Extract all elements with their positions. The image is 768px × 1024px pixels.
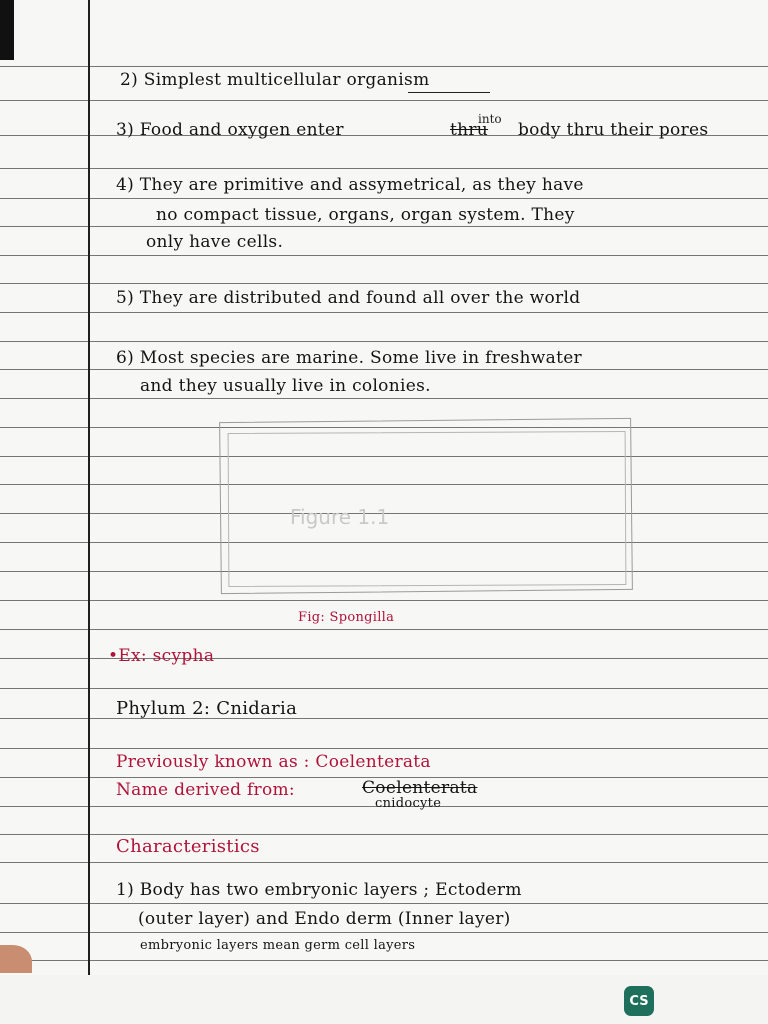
ruled-line: [0, 66, 768, 67]
figure-frame-inner: [228, 431, 627, 587]
characteristic-1-line-1: 1) Body has two embryonic layers ; Ectoderm: [116, 880, 522, 900]
point-3-part-2: body thru their pores: [518, 120, 709, 140]
ruled-line: [0, 862, 768, 863]
ruled-line: [0, 168, 768, 169]
ruled-line: [0, 312, 768, 313]
ruled-line: [0, 226, 768, 227]
ruled-line: [0, 369, 768, 370]
camscanner-logo: CS: [624, 986, 654, 1016]
insert-word: into: [478, 112, 502, 126]
ruled-line: [0, 398, 768, 399]
point-5: 5) They are distributed and found all over the world: [116, 288, 581, 308]
figure-placeholder: Figure 1.1: [290, 505, 390, 529]
ruled-line: [0, 198, 768, 199]
characteristic-1-line-3: embryonic layers mean germ cell layers: [140, 938, 416, 953]
ruled-line: [0, 688, 768, 689]
ruled-line: [0, 100, 768, 101]
point-4-line-3: only have cells.: [146, 232, 284, 252]
ruled-line: [0, 341, 768, 342]
name-derived-note: cnidocyte: [375, 796, 442, 811]
point-6-line-1: 6) Most species are marine. Some live in freshwater: [116, 348, 582, 368]
point-6-line-2: and they usually live in colonies.: [140, 376, 431, 396]
ruled-line: [0, 748, 768, 749]
finger-edge: [0, 945, 32, 973]
ruled-line: [0, 960, 768, 961]
point-3-part-1: 3) Food and oxygen enter: [116, 120, 344, 140]
ruled-line: [0, 834, 768, 835]
ruled-line: [0, 600, 768, 601]
point-4-line-1: 4) They are primitive and assymetrical, as they have: [116, 175, 584, 195]
point-2: 2) Simplest multicellular organism: [120, 70, 430, 90]
characteristics-heading: Characteristics: [116, 836, 260, 857]
characteristic-1-line-2: (outer layer) and Endo derm (Inner layer): [138, 909, 511, 929]
name-derived-label: Name derived from:: [116, 780, 295, 800]
margin-line: [88, 0, 90, 975]
ruled-line: [0, 283, 768, 284]
ruled-line: [0, 932, 768, 933]
ruled-line: [0, 903, 768, 904]
phylum-heading: Phylum 2: Cnidaria: [116, 698, 298, 719]
page-edge-shadow: [0, 0, 14, 60]
example-line: •Ex: scypha: [108, 646, 215, 666]
previously-known: Previously known as : Coelenterata: [116, 752, 431, 772]
underline: [408, 92, 490, 93]
ruled-line: [0, 255, 768, 256]
ruled-line: [0, 629, 768, 630]
figure-caption: Fig: Spongilla: [298, 610, 395, 625]
name-derived-struck: Coelenterata: [362, 778, 478, 798]
point-4-line-2: no compact tissue, organs, organ system. They: [156, 205, 575, 225]
point-3-struck-word: thru: [450, 120, 489, 140]
